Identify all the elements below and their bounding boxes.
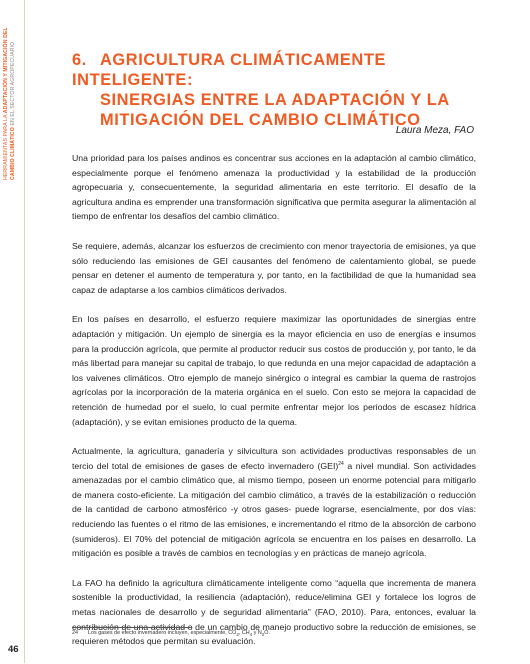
paragraph-2: Se requiere, además, alcanzar los esfuerzos de crecimiento con menor trayectoria de emisiones, ya que sólo reduciendo las emisiones de GEI causantes del fenómeno de calentamiento global, se puede pensar en detener el aumento de temperatura y, por tanto, en la factibilidad de que la humanidad sea capaz de adaptarse a los cambios climáticos derivados. xyxy=(72,240,476,295)
chapter-title-line1 xyxy=(72,50,472,90)
page-number: 46 xyxy=(8,644,19,655)
footnote-number: 24 xyxy=(72,630,78,636)
footnote-text-d: O. xyxy=(264,630,270,636)
running-header xyxy=(3,10,23,180)
running-header-line1 xyxy=(3,27,9,180)
running-header-line2 xyxy=(10,42,16,180)
sidebar-band xyxy=(0,0,25,663)
chapter-title-line1-text: AGRICULTURA CLIMÁTICAMENTE INTELIGENTE: xyxy=(72,51,387,89)
paragraph-1: Una prioridad para los países andinos es concentrar sus acciones en la adaptación al cambio climático, especialmente porque el fenómeno amenaza la productividad y la estabilidad de la producción agropecuaria y, consecuentemente, la seguridad alimentaria en este territorio. El desafío de la agricultura andina es emprender una transformación significativa que permita asegurar la alimentación al tiempo de enfrentar los desafíos del cambio climático. xyxy=(72,153,476,222)
paragraph-5: La FAO ha definido la agricultura climáticamente inteligente como “aquella que incrementa de manera sostenible la productividad, la resiliencia (adaptación), reduce/elimina GEI y fortalece los logros de metas nacionales de desarrollo y de seguridad alimentaria” (FAO, 2010). Para, entonces, evaluar la contribución de una actividad o de un cambio de manejo productivo sobre la reducción de emisiones, se requieren métodos que permitan su evaluación. xyxy=(72,577,476,647)
chapter-title-line2: SINERGIAS ENTRE LA ADAPTACIÓN Y LA xyxy=(100,91,450,109)
running-header-line2-b: EN EL SECTOR AGROPECUARIO xyxy=(10,41,16,128)
footnote-sub-1: 2 xyxy=(236,632,239,638)
footnote xyxy=(72,630,270,637)
chapter-title xyxy=(72,50,472,130)
chapter-title-line3: MITIGACIÓN DEL CAMBIO CLIMÁTICO xyxy=(100,111,421,129)
footnote-text-a: Los gases de efecto invernadero incluyen, especialmente, CO xyxy=(88,630,237,636)
running-header-line1-a: HERRAMIENTAS PARA LA xyxy=(3,113,9,180)
footnote-sub-2: 4 xyxy=(249,632,253,638)
running-header-line2-a: CAMBIO CLIMÁTICO xyxy=(10,127,16,180)
paragraph-3: En los países en desarrollo, el esfuerzo requiere maximizar las oportunidades de sinergias entre adaptación y mitigación. Un ejemplo de sinergia es la mayor eficiencia en uso de energías e insumos para la producción agrícola, que permite al productor reducir sus costos de producción y, por tanto, le da más libertad para manejar su capital de trabajo, lo que redunda en una mejor capacidad de adaptación a los vaivenes climáticos. Otro ejemplo de manejo sinérgico o integral es cambiar la quema de rastrojos agrícolas por la incorporación de la materia orgánica en el suelo. Con esto se mejora la capacidad de retención de humedad por el suelo, lo cual permite enfrentar mejor los periodos de escasez hídrica (adaptación), y se evitan emisiones producto de la quema. xyxy=(72,314,476,427)
chapter-number: 6. xyxy=(72,51,87,69)
footnote-text-c: y N xyxy=(252,630,262,636)
footnote-text-b: , CH xyxy=(238,630,250,636)
footnote-divider xyxy=(72,627,192,628)
body-text xyxy=(72,151,476,664)
footnote-sub-3: 2 xyxy=(261,632,265,638)
paragraph-4 xyxy=(72,444,476,561)
footnote-ref[interactable]: 24 xyxy=(338,460,344,467)
author: Laura Meza, FAO xyxy=(395,125,474,136)
running-header-line1-b: ADAPTACIÓN Y MITIGACIÓN DEL xyxy=(3,27,9,114)
paragraph-4-a: Actualmente, la agricultura, ganadería y silvicultura son actividades productivas responsables de un tercio del total de emisiones de gases de efecto invernadero (GEI) xyxy=(72,446,476,471)
paragraph-4-b: a nivel mundial. Son actividades amenazadas por el cambio climático que, al mismo tiempo, poseen un enorme potencial para mitigarlo de manera costo-eficiente. La mitigación del cambio climático, a través de la estabilización o reducción de la cantidad de carbono atmosférico -y otros gases- puede lograrse, esencialmente, por dos vías: reduciendo las fuentes o el ritmo de las emisiones, e incrementando el ritmo de la absorción de carbono (sumideros). El 70% del potencial de mitigación agrícola se encuentra en los países en desarrollo. La mitigación es posible a través de cambios en tecnologías y en prácticas de manejo agrícola. xyxy=(72,460,476,559)
